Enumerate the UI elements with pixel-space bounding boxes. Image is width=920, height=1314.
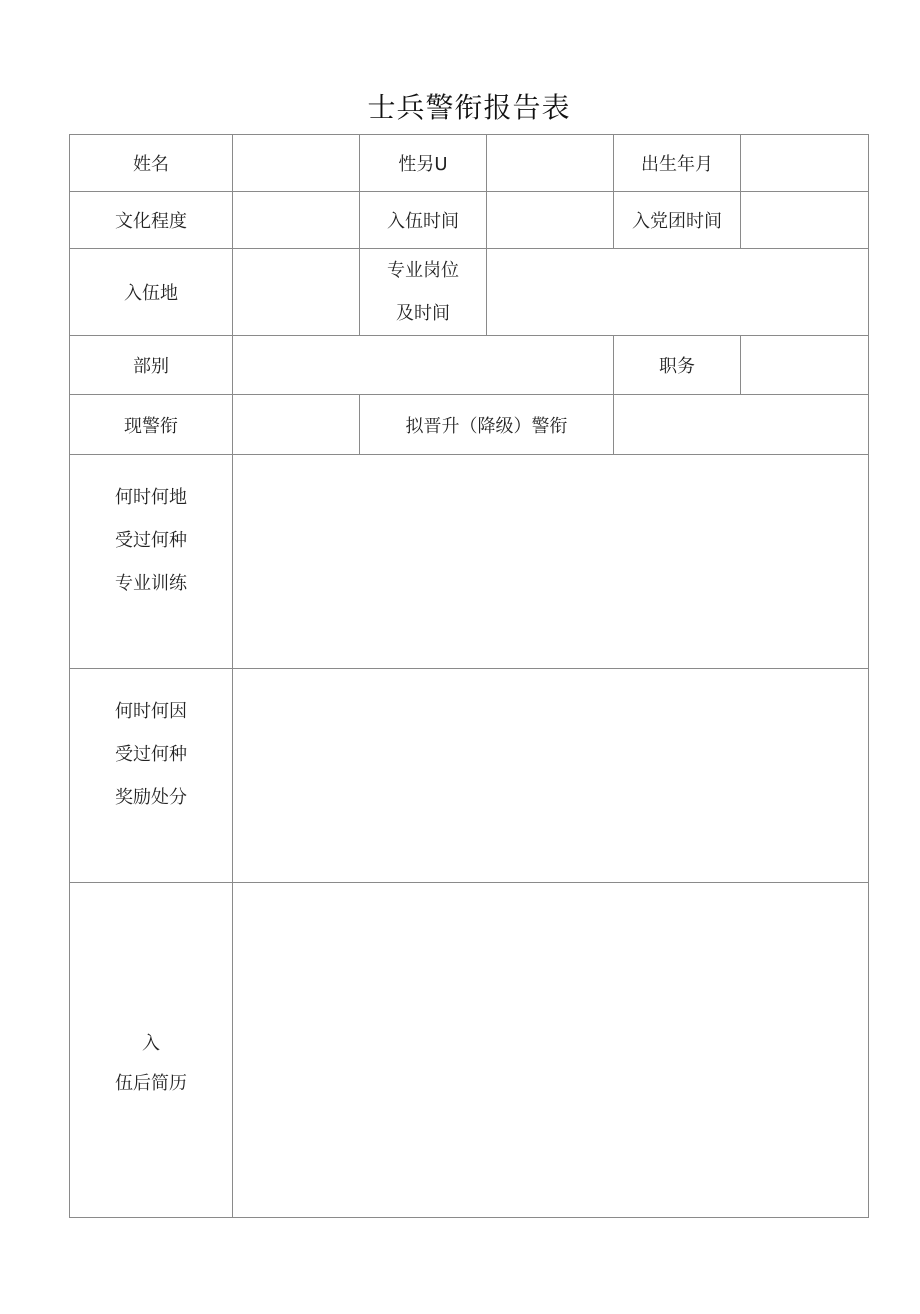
current-rank-field[interactable] bbox=[233, 395, 360, 455]
training-label bbox=[70, 455, 233, 669]
post-label-line1: 专业岗位 bbox=[387, 260, 459, 281]
enlist-time-field[interactable] bbox=[487, 192, 614, 249]
rewards-label-line2: 受过何种 bbox=[115, 744, 187, 765]
rewards-label-line1: 何时何因 bbox=[115, 701, 187, 722]
rewards-label-line3: 奖励处分 bbox=[115, 787, 187, 808]
party-time-field[interactable] bbox=[741, 192, 869, 249]
page-title: 士兵警衔报告表 bbox=[367, 91, 571, 124]
report-form-table bbox=[69, 134, 869, 1218]
resume-label-line1: 入 bbox=[142, 1033, 160, 1054]
duty-label: 职务 bbox=[614, 336, 741, 395]
proposed-rank-label: 拟晋升（降级）警衔 bbox=[360, 395, 614, 455]
education-label: 文化程度 bbox=[70, 192, 233, 249]
enlist-place-field[interactable] bbox=[233, 249, 360, 336]
post-label-line2: 及时间 bbox=[396, 303, 450, 324]
unit-field[interactable] bbox=[233, 336, 614, 395]
training-label-line1: 何时何地 bbox=[115, 487, 187, 508]
post-field[interactable] bbox=[487, 249, 869, 336]
education-field[interactable] bbox=[233, 192, 360, 249]
party-time-label: 入党团时间 bbox=[614, 192, 741, 249]
name-field[interactable] bbox=[233, 135, 360, 192]
training-field[interactable] bbox=[233, 455, 869, 669]
rewards-label bbox=[70, 669, 233, 883]
duty-field[interactable] bbox=[741, 336, 869, 395]
rewards-field[interactable] bbox=[233, 669, 869, 883]
unit-label: 部别 bbox=[70, 336, 233, 395]
training-label-line3: 专业训练 bbox=[115, 573, 187, 594]
gender-field[interactable] bbox=[487, 135, 614, 192]
post-label bbox=[360, 249, 487, 336]
resume-label-line2: 伍后简历 bbox=[115, 1073, 187, 1094]
resume-label bbox=[70, 883, 233, 1218]
current-rank-label: 现警衔 bbox=[70, 395, 233, 455]
gender-label: 性另U bbox=[360, 135, 487, 192]
resume-field[interactable] bbox=[233, 883, 869, 1218]
proposed-rank-field[interactable] bbox=[614, 395, 869, 455]
enlist-time-label: 入伍时间 bbox=[360, 192, 487, 249]
name-label: 姓名 bbox=[70, 135, 233, 192]
training-label-line2: 受过何种 bbox=[115, 530, 187, 551]
enlist-place-label: 入伍地 bbox=[70, 249, 233, 336]
birth-date-field[interactable] bbox=[741, 135, 869, 192]
birth-date-label: 出生年月 bbox=[614, 135, 741, 192]
